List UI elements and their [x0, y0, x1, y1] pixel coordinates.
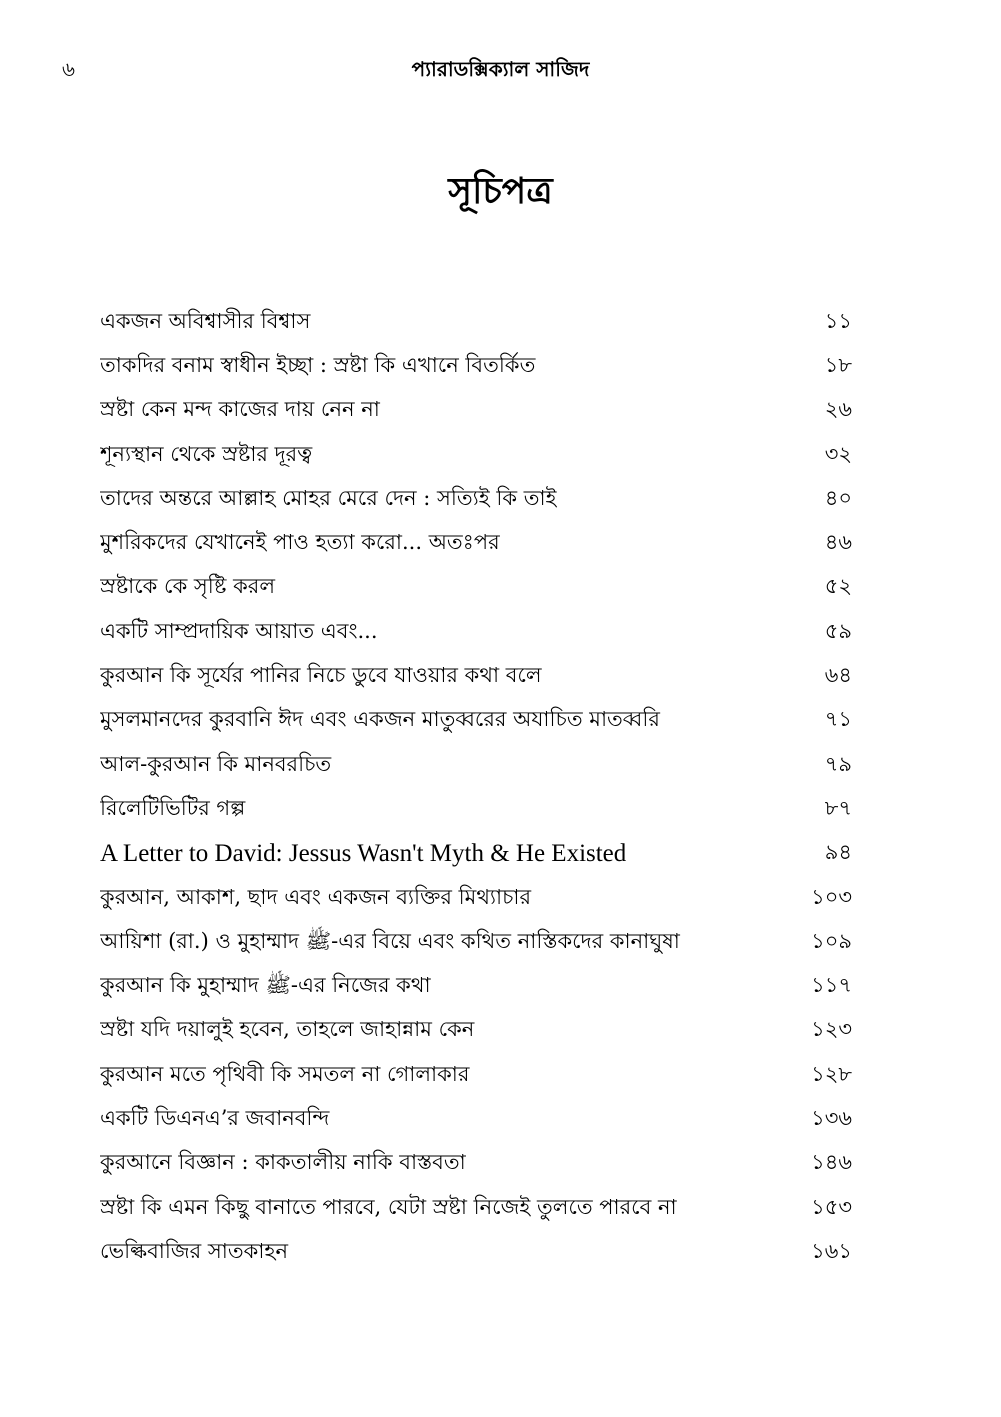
toc-entry-title: ভেল্কিবাজির সাতকাহন	[100, 1238, 288, 1263]
toc-entry-page: ৪০	[824, 485, 852, 510]
toc-entry-page: ১১৭	[811, 973, 852, 998]
toc-entry	[100, 389, 852, 433]
toc-entry	[100, 433, 852, 477]
toc-entry	[100, 1230, 852, 1274]
toc-entry	[100, 699, 852, 743]
toc-entry	[100, 832, 852, 876]
table-of-contents	[100, 300, 852, 1275]
toc-entry-title: কুরআনে বিজ্ঞান : কাকতালীয় নাকি বাস্তবতা	[100, 1150, 466, 1175]
toc-entry-title: কুরআন, আকাশ, ছাদ এবং একজন ব্যক্তির মিথ্যাচার	[100, 884, 532, 909]
toc-entry-page: ১০৯	[811, 928, 852, 953]
toc-entry-page: ৫২	[824, 574, 852, 599]
toc-entry-title: মুসলমানদের কুরবানি ঈদ এবং একজন মাতুব্বরের অযাচিত মাতব্বরি	[100, 707, 660, 732]
toc-entry-page: ৭১	[824, 707, 852, 732]
toc-entry-page: ৮৭	[824, 795, 852, 820]
toc-entry-page: ১১	[824, 308, 852, 333]
toc-entry-title: রিলেটিভিটির গল্প	[100, 795, 246, 820]
toc-entry	[100, 610, 852, 654]
toc-entry	[100, 1186, 852, 1230]
toc-entry	[100, 344, 852, 388]
toc-entry-title: স্রষ্টা যদি দয়ালুই হবেন, তাহলে জাহান্নাম কেন	[100, 1017, 475, 1042]
toc-entry-title: একজন অবিশ্বাসীর বিশ্বাস	[100, 308, 311, 333]
toc-entry-page: ৪৬	[824, 530, 852, 555]
toc-entry-title: মুশরিকদের যেখানেই পাও হত্যা করো... অতঃপর	[100, 530, 500, 555]
toc-entry-page: ৬৪	[824, 663, 852, 688]
toc-entry-title: একটি সাম্প্রদায়িক আয়াত এবং...	[100, 618, 378, 643]
toc-entry-page: ১০৩	[811, 884, 852, 909]
toc-entry-title: শূন্যস্থান থেকে স্রষ্টার দূরত্ব	[100, 441, 313, 466]
toc-entry-page: ১৪৬	[811, 1150, 852, 1175]
toc-entry	[100, 1053, 852, 1097]
running-header-title: প্যারাডক্সিক্যাল সাজিদ	[411, 57, 590, 81]
toc-entry-page: ১৬১	[811, 1238, 852, 1263]
toc-entry-page: ১৮	[824, 352, 852, 377]
toc-entry-page: ১২৩	[811, 1017, 852, 1042]
toc-entry-title: তাদের অন্তরে আল্লাহ মোহর মেরে দেন : সত্যিই কি তাই	[100, 485, 557, 510]
toc-entry-page: ৯৪	[824, 840, 852, 865]
toc-entry-title: কুরআন মতে পৃথিবী কি সমতল না গোলাকার	[100, 1061, 470, 1086]
page-number: ৬	[62, 57, 76, 81]
toc-entry-page: ৫৯	[824, 618, 852, 643]
toc-entry-page: ৭৯	[824, 751, 852, 776]
toc-entry-title: স্রষ্টাকে কে সৃষ্টি করল	[100, 574, 275, 599]
page-title: সূচিপত্র	[448, 170, 553, 212]
toc-entry-title: একটি ডিএনএ’র জবানবন্দি	[100, 1105, 330, 1130]
toc-entry	[100, 787, 852, 831]
toc-entry-title: কুরআন কি সূর্যের পানির নিচে ডুবে যাওয়ার কথা বলে	[100, 663, 542, 688]
toc-entry-page: ১৫৩	[811, 1194, 852, 1219]
toc-entry-title: স্রষ্টা কেন মন্দ কাজের দায় নেন না	[100, 397, 380, 422]
toc-entry-title: আল-কুরআন কি মানবরচিত	[100, 751, 332, 776]
toc-entry-page: ১২৮	[811, 1061, 852, 1086]
toc-entry	[100, 477, 852, 521]
toc-entry	[100, 1142, 852, 1186]
toc-entry-title: A Letter to David: Jessus Wasn't Myth & He Existed	[100, 839, 627, 867]
toc-entry-page: ৩২	[824, 441, 852, 466]
toc-entry	[100, 1009, 852, 1053]
toc-entry	[100, 1097, 852, 1141]
toc-entry-page: ১৩৬	[811, 1105, 852, 1130]
toc-entry	[100, 300, 852, 344]
toc-entry	[100, 743, 852, 787]
toc-entry-title: আয়িশা (রা.) ও মুহাম্মাদ ﷺ-এর বিয়ে এবং কথিত নাস্তিকদের কানাঘুষা	[100, 928, 680, 953]
toc-entry	[100, 566, 852, 610]
toc-entry-title: তাকদির বনাম স্বাধীন ইচ্ছা : স্রষ্টা কি এখানে বিতর্কিত	[100, 352, 536, 377]
toc-entry	[100, 964, 852, 1008]
toc-entry	[100, 521, 852, 565]
toc-entry-title: স্রষ্টা কি এমন কিছু বানাতে পারবে, যেটা স্রষ্টা নিজেই তুলতে পারবে না	[100, 1194, 677, 1219]
toc-entry	[100, 920, 852, 964]
toc-entry	[100, 654, 852, 698]
toc-entry-page: ২৬	[824, 397, 852, 422]
toc-entry-title: কুরআন কি মুহাম্মাদ ﷺ-এর নিজের কথা	[100, 973, 431, 998]
toc-entry	[100, 876, 852, 920]
